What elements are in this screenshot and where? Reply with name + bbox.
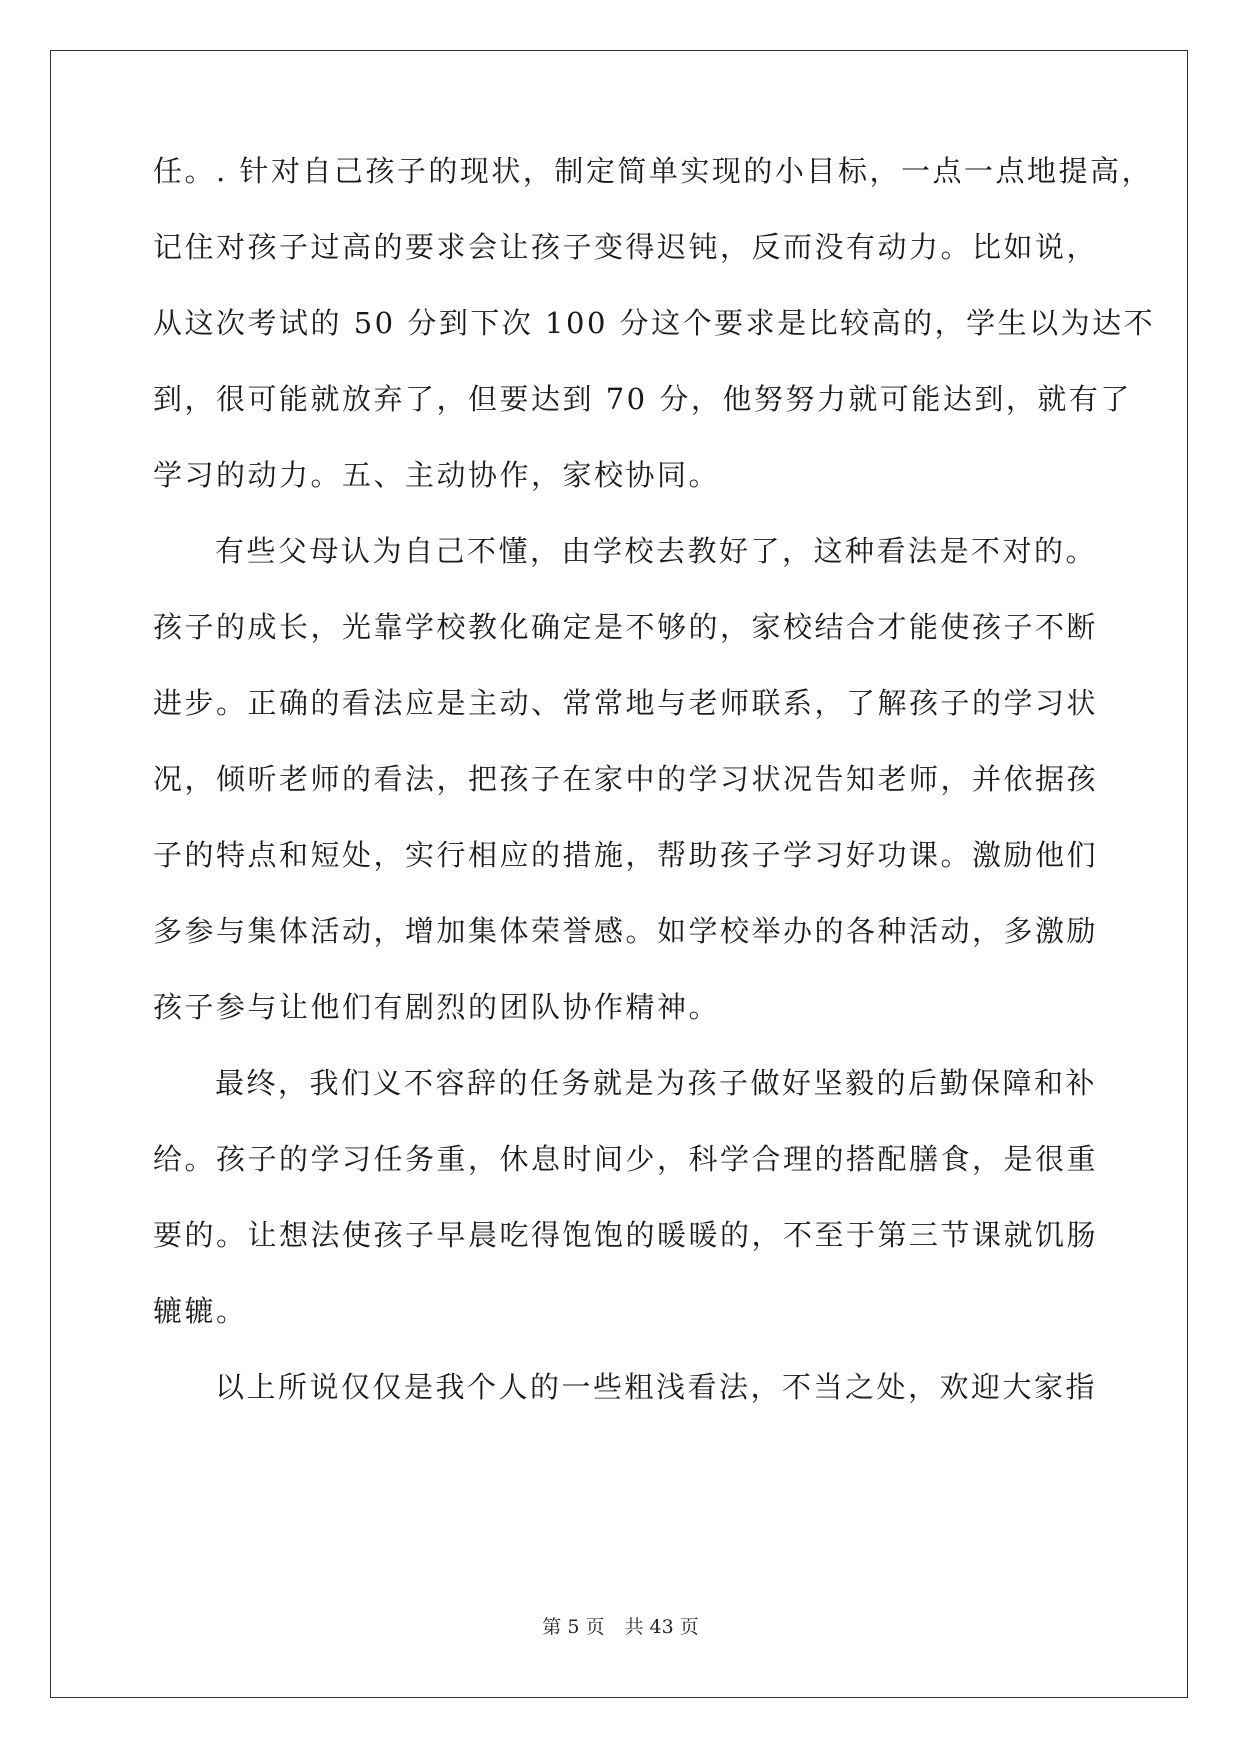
paragraph-line: 记住对孩子过高的要求会让孩子变得迟钝，反而没有动力。比如说， — [153, 230, 1099, 264]
paragraph-first-line: 最终，我们义不容辞的任务就是为孩子做好坚毅的后勤保障和补 — [215, 1066, 1098, 1100]
paragraph-line: 到，很可能就放弃了，但要达到 70 分，他努努力就可能达到，就有了 — [153, 382, 1132, 416]
paragraph-first-line: 有些父母认为自己不懂，由学校去教好了，这种看法是不对的。 — [215, 534, 1098, 568]
paragraph-line: 进步。正确的看法应是主动、常常地与老师联系，了解孩子的学习状 — [153, 686, 1099, 720]
paragraph-line: 况，倾听老师的看法，把孩子在家中的学习状况告知老师，并依据孩 — [153, 762, 1099, 796]
paragraph-line: 孩子的成长，光靠学校教化确定是不够的，家校结合才能使孩子不断 — [153, 610, 1099, 644]
paragraph-line: 给。孩子的学习任务重，休息时间少，科学合理的搭配膳食，是很重 — [153, 1142, 1099, 1176]
paragraph-line: 多参与集体活动，增加集体荣誉感。如学校举办的各种活动，多激励 — [153, 914, 1099, 948]
paragraph-line: 孩子参与让他们有剧烈的团队协作精神。 — [153, 990, 721, 1024]
paragraph-line: 子的特点和短处，实行相应的措施，帮助孩子学习好功课。激励他们 — [153, 838, 1099, 872]
page-number: 第 5 页 — [542, 1616, 605, 1638]
paragraph-line: 辘辘。 — [153, 1294, 248, 1328]
paragraph-line: 学习的动力。五、主动协作，家校协同。 — [153, 458, 721, 492]
paragraph-first-line: 以上所说仅仅是我个人的一些粗浅看法，不当之处，欢迎大家指 — [215, 1370, 1098, 1404]
page-total: 共 43 页 — [624, 1616, 699, 1638]
page-footer — [0, 1615, 1241, 1639]
paragraph-line: 从这次考试的 50 分到下次 100 分这个要求是比较高的，学生以为达不 — [153, 306, 1156, 340]
paragraph-line: 任。. 针对自己孩子的现状，制定简单实现的小目标，一点一点地提高， — [153, 154, 1153, 188]
paragraph-line: 要的。让想法使孩子早晨吃得饱饱的暖暖的，不至于第三节课就饥肠 — [153, 1218, 1099, 1252]
